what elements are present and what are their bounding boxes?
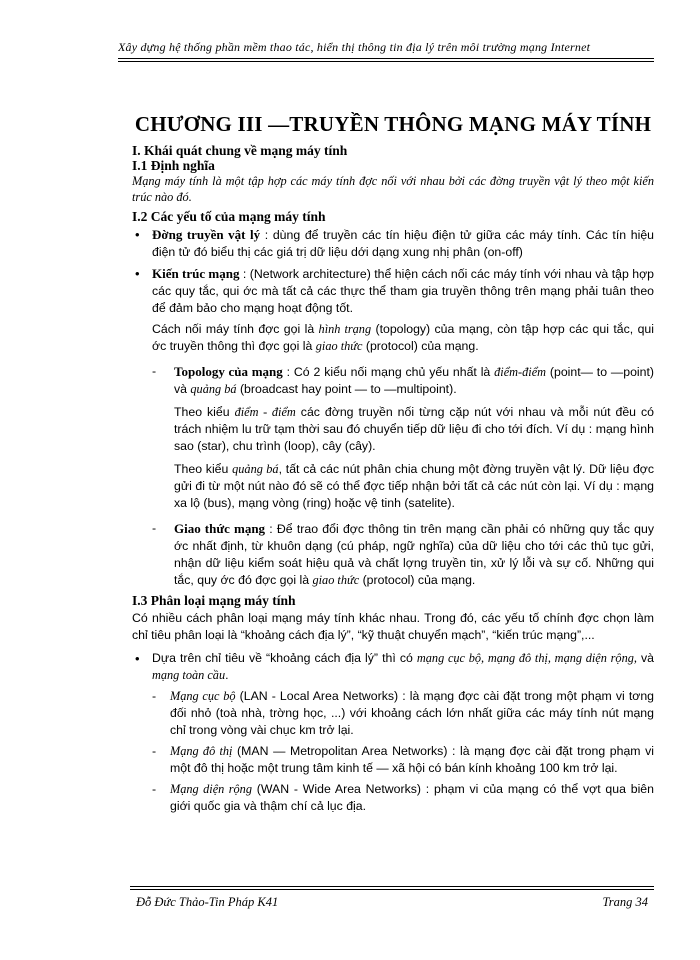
man-text: (MAN — Metropolitan Area Networks) : là mạng đợc cài đặt trong phạm vi một đô thị hoặc một trung tâm kinh tế — xã hội có bán kính khoảng 100 km trở lại.	[170, 744, 654, 775]
wan-text: (WAN - Wide Area Networks) : phạm vi của mạng có thể vợt qua biên giới quốc gia và thậm chí cả lục địa.	[170, 782, 654, 813]
subsection-heading-classification: I.3 Phân loại mạng máy tính	[132, 593, 296, 608]
broadcast-paragraph	[174, 461, 654, 512]
bullet-network-architecture	[132, 265, 654, 317]
term-network-architecture: Kiến trúc mạng	[152, 266, 240, 281]
dash-wan	[132, 781, 654, 815]
dash-protocol	[132, 520, 654, 589]
term-physical-medium: Đờng truyền vật lý	[152, 227, 261, 242]
protocol-text-b: (protocol) của mạng.	[359, 573, 476, 587]
term-wan: Mạng diện rộng	[170, 782, 252, 796]
dash-man	[132, 743, 654, 777]
footer-rule-bottom	[130, 889, 654, 890]
term-broadcast: quảng bá	[190, 382, 237, 396]
bullet-icon: •	[135, 266, 140, 281]
distance-text-c: .	[225, 668, 229, 682]
p2p-text-a: Theo kiểu	[174, 405, 235, 419]
p2p-text-b: các đờng truyền nối từng cặp nút với nhau và mỗi nút đều có trách nhiệm lu trữ tạm thời sau đó chuyển tiếp dữ liệu đi cho tới đích. Ví dụ : mạng hình sao (star), chu trình (loop), cây (cây).	[174, 405, 654, 453]
network-architecture-text: : (Network architecture) thể hiện cách nối các máy tính với nhau và tập hợp các quy tắc, qui ớc mà tất cả các thực thể tham gia truyền thông trên mạng phải tuân theo để đảm bảo cho mạng hoạt động tốt.	[152, 267, 654, 315]
term-man: Mạng đô thị	[170, 744, 233, 758]
content	[132, 112, 654, 819]
header-rule-top	[118, 58, 654, 59]
term-topology: hình trạng	[318, 322, 372, 336]
protocol-text-a: : Để trao đổi đợc thông tin trên mạng cần phải có những quy tắc quy ớc nhất định, từ khuôn dạng (cú pháp, ngữ nghĩa) của dữ liệu cho tới các thủ tục gửi, nhận dữ liệu kiểm soát hiệu quả và chất lợng truyền tin, xử lý lỗi và sự cố. Những qui tắc, quy ớc đó đợc gọi là	[174, 522, 654, 587]
dash-icon: -	[152, 782, 157, 796]
dash-topology	[132, 363, 654, 398]
section-heading: I. Khái quát chung về mạng máy tính	[132, 143, 348, 158]
architecture-text-b: (topology) của mạng, còn tập hợp các qui tắc, qui ớc truyền thông thì đợc gọi là	[152, 322, 654, 353]
classification-lead: Có nhiều cách phân loại mạng máy tính khác nhau. Trong đó, các yếu tố chính đợc chọn làm chỉ tiêu phân loại là “khoảng cách địa lý”, “kỹ thuật chuyển mạch”, “kiến trúc mạng”,...	[132, 611, 654, 642]
term-protocol-2: giao thức	[312, 573, 360, 587]
dash-icon: -	[152, 744, 157, 758]
bullet-physical-medium	[132, 226, 654, 261]
running-header: Xây dựng hệ thống phần mềm thao tác, hiển thị thông tin địa lý trên môi trường mạng Internet	[118, 40, 591, 54]
point-to-point-paragraph	[174, 404, 654, 455]
architecture-text-a: Cách nối máy tính đợc gọi là	[152, 322, 319, 336]
bullet-icon: •	[135, 651, 140, 666]
physical-medium-text: : dùng để truyền các tín hiệu điện tử giữa các máy tính. Các tín hiệu điện tử đó biểu thị các giá trị dữ liệu dới dạng xung nhị phân (on-off)	[152, 228, 654, 259]
bullet-distance-criterion	[132, 650, 654, 684]
architecture-paragraph	[152, 321, 654, 355]
dash-lan	[132, 688, 654, 739]
term-point-to-point: điểm-điểm	[494, 365, 547, 379]
dash-icon: -	[152, 521, 157, 535]
term-lan: Mạng cục bộ	[170, 689, 236, 703]
footer-page-number: Trang 34	[602, 895, 648, 909]
term-p2p: điểm - điểm	[234, 405, 296, 419]
term-network-types: mạng cục bộ, mạng đô thị, mạng diện rộng,	[416, 651, 637, 665]
term-network-protocol: Giao thức mạng	[174, 521, 266, 536]
topology-text-a: : Có 2 kiểu nối mạng chủ yếu nhất là	[282, 365, 495, 379]
term-network-topology: Topology của mạng	[174, 364, 283, 379]
architecture-text-c: (protocol) của mạng.	[362, 339, 479, 353]
bullet-icon: •	[135, 227, 140, 242]
term-bc: quảng bá	[232, 462, 279, 476]
distance-text-a: Dựa trên chỉ tiêu về “khoảng cách địa lý” thì có	[152, 651, 417, 665]
footer-rule-top	[130, 886, 654, 887]
dash-icon: -	[152, 364, 157, 378]
term-protocol: giao thức	[315, 339, 363, 353]
lan-text: (LAN - Local Area Networks) : là mạng đợc cài đặt trong một phạm vi tơng đối nhỏ (toà nhà, trờng học, ...) với khoảng cách lớn nhất giữa các máy tính nút mạng chỉ trong vòng vài chục km trở lại.	[170, 689, 655, 737]
dash-icon: -	[152, 689, 157, 703]
topology-text-c: (broadcast hay point — to —multipoint).	[236, 382, 457, 396]
chapter-title: CHƯƠNG III —TRUYỀN THÔNG MẠNG MÁY TÍNH	[134, 112, 652, 136]
subsection-heading-definition: I.1 Định nghĩa	[132, 158, 215, 173]
distance-text-b: và	[636, 651, 655, 665]
definition-text: Mạng máy tính là một tập hợp các máy tính đợc nối với nhau bởi các đờng truyền vật lý theo một kiến trúc nào đó.	[132, 174, 654, 204]
footer-author: Đỗ Đức Thảo-Tin Pháp K41	[136, 895, 279, 909]
header-rule-bottom	[118, 61, 654, 62]
topology-text-b: (point— to —point) và	[174, 365, 654, 396]
bc-text-a: Theo kiểu	[174, 462, 233, 476]
subsection-heading-elements: I.2 Các yếu tố của mạng máy tính	[132, 209, 326, 224]
term-global-network: mạng toàn cầu	[152, 668, 226, 682]
bc-text-b: , tất cả các nút phân chia chung một đờng truyền vật lý. Dữ liệu đợc gửi đi từ một nút nào đó sẽ có thể đợc tiếp nhận bởi tất cả các nút còn lại. Ví dụ : mạng xa lộ (bus), mạng vòng (ring) hoặc vệ tinh (satelite).	[174, 462, 655, 510]
